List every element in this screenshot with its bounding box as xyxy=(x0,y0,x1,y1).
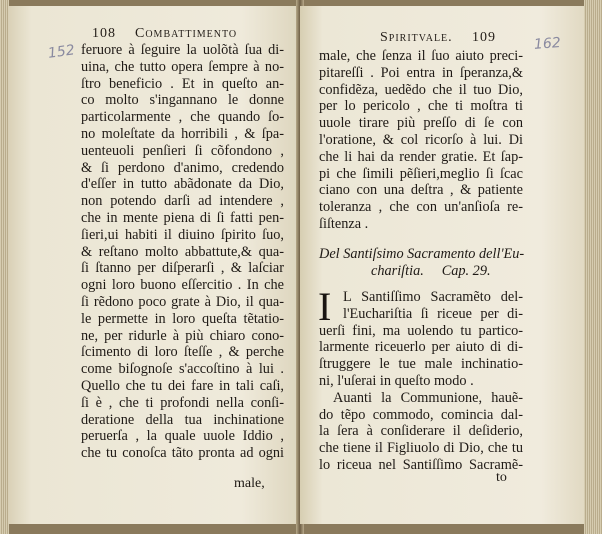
text-line: lo riceua nel Santiſſimo Sacramẽ- xyxy=(319,456,523,473)
margin-note: 162 xyxy=(533,35,562,53)
chapter-heading-line: chariſtia. Cap. 29. xyxy=(371,262,491,279)
text-line: che in mente piena di ſi fatti pen- xyxy=(81,209,284,226)
text-line: ſi ſtanno per diſperarſi , & laſciar xyxy=(81,260,284,277)
text-line: ſi rẽdono poco grate à Dio, il qua- xyxy=(81,293,284,310)
text-line: peruerſa , la quale uuole Iddio , xyxy=(81,428,284,445)
text-line: do tẽpo commodo, comincia dal- xyxy=(319,406,523,423)
text-line: pitareſſi . Poi entra in ſperanza,& xyxy=(319,64,523,81)
text-line: ſiſtenza . xyxy=(319,215,369,232)
text-line: ogni loro buono eſſercitio . In che xyxy=(81,277,284,294)
left-text-block xyxy=(81,42,284,462)
text-line: toleranza , che con un'anſioſa re- xyxy=(319,199,523,216)
text-line: ni, l'uſerai in queſto modo . xyxy=(319,372,474,389)
text-line: no moleſtate da horribili , & ſpa- xyxy=(81,125,284,142)
text-line: l'Euchariſtia ſi riceue per di- xyxy=(343,305,523,322)
text-line: L Santiſſimo Sacramẽto del- xyxy=(343,289,523,305)
text-line: ne, per ridurle à più chiaro cono- xyxy=(81,327,284,344)
text-line: pi che ſimili pẽſieri,meglio ſi ſcac xyxy=(319,165,523,182)
margin-note: 152 xyxy=(47,42,76,62)
text-line: ciano con una deſtra , & patiente xyxy=(319,182,523,199)
text-line: & ſi perdono d'animo, credendo xyxy=(81,159,284,176)
text-line: d'eſſer in tutto abãdonate da Dio, xyxy=(81,176,284,193)
text-line: uerſi fini, ma uolendo tu partico- xyxy=(319,322,523,339)
drop-cap: I xyxy=(318,284,332,329)
text-line: che tu conoſca tãto pronta ad ogni xyxy=(81,445,284,462)
text-line: ſtruggere le tue male inchinatio- xyxy=(319,356,523,373)
text-line: per lo pericolo , che ti moſtra ti xyxy=(319,98,523,115)
text-line: come biſognoſe s'accoſtino à lui . xyxy=(81,361,284,378)
text-line: l'oratione, & col ricorſo à lui. Di xyxy=(319,131,523,148)
text-line: ſcimento di loro ſteſſe , & perche xyxy=(81,344,284,361)
text-line: ſi è , che ti profondi nella conſi- xyxy=(81,394,284,411)
text-line: feruore à ſeguire la uolõtà ſua di- xyxy=(81,42,284,58)
text-line: la ſera à conſiderare il deſiderio, xyxy=(319,423,523,440)
right-text-block xyxy=(319,48,523,233)
text-line: particolarmente , che quando ſo- xyxy=(81,109,284,126)
running-head: Combattimento xyxy=(135,26,238,41)
text-line: & reſtano molto abbattute,& qua- xyxy=(81,243,284,260)
text-line: larmente riceuerlo per aiuto di di- xyxy=(319,339,523,356)
right-page-edges xyxy=(584,0,602,534)
catchword: to xyxy=(496,470,507,485)
right-page xyxy=(300,6,584,524)
text-line: ſtro beneficio . Et in queſto an- xyxy=(81,75,284,92)
text-line: deratione della tua inchinatione xyxy=(81,411,284,428)
text-line: male, che ſenza il ſuo aiuto preci- xyxy=(319,48,523,64)
left-page xyxy=(8,6,300,524)
text-line: co molto s'ingannano le donne xyxy=(81,92,284,109)
chapter-text-block xyxy=(318,284,523,474)
catchword: male, xyxy=(234,476,265,491)
text-line: che tiene il Figliuolo di Dio, che tu xyxy=(319,440,523,457)
text-line: uina, che tutto opera ſempre à no- xyxy=(81,58,284,75)
text-line: uenteuoli penſieri ſi cõfondono , xyxy=(81,142,284,159)
text-line: confidẽza, uedẽdo che il tuo Dio, xyxy=(319,81,523,98)
chapter-heading-line: Del Santiſsimo Sacramento dell'Eu- xyxy=(319,246,525,262)
page-number: 108 xyxy=(92,26,116,41)
running-head: Spiritvale. xyxy=(380,30,453,45)
text-line: uuole tirare più preſſo di ſe con xyxy=(319,115,523,132)
text-line: che li hai da render gratie. Et ſap- xyxy=(319,148,523,165)
text-line: le permette in loro queſta tẽtatio- xyxy=(81,310,284,327)
text-line: ſieri,ui habiti il diuino ſpirito ſuo, xyxy=(81,226,284,243)
text-line: Quello che tu dei fare in tali caſi, xyxy=(81,377,284,394)
chapter-heading xyxy=(319,246,523,280)
text-line: non potendo darſi ad intendere , xyxy=(81,193,284,210)
page-number: 109 xyxy=(472,30,496,45)
text-line: Auanti la Communione, hauẽ- xyxy=(333,389,523,406)
